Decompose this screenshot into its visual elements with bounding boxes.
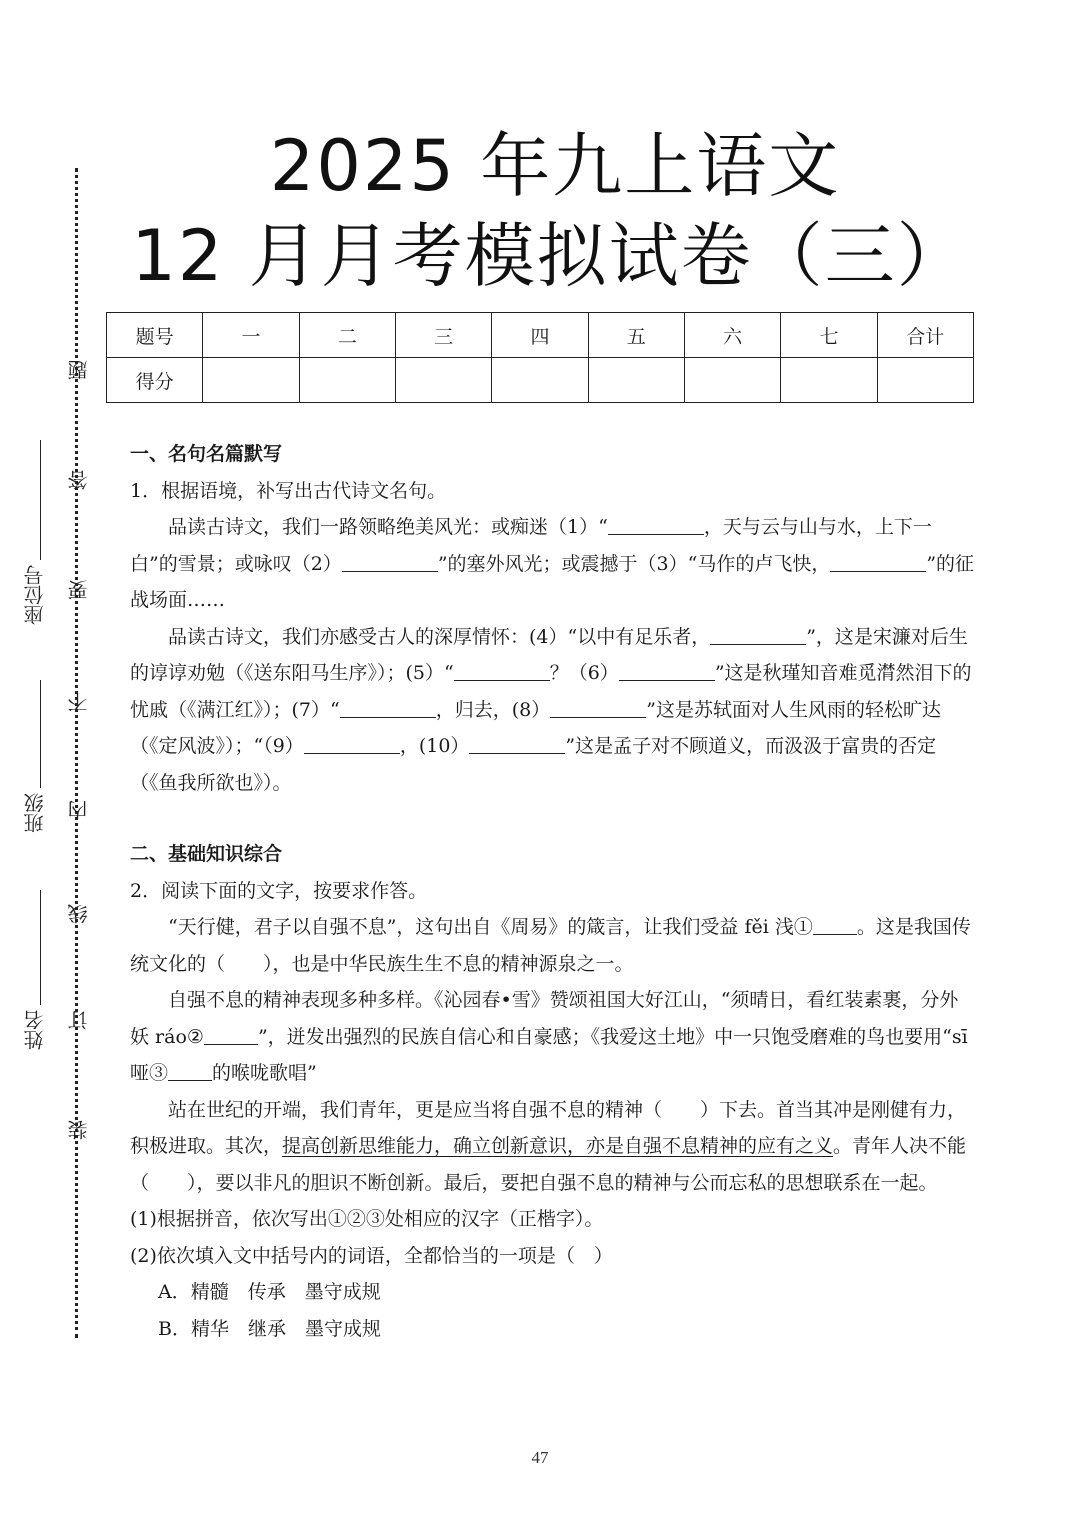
- table-cell: 七: [781, 313, 877, 358]
- sub-question-2: (2)依次填入文中括号内的词语，全都恰当的一项是（ ）: [130, 1244, 613, 1267]
- answer-blank-4[interactable]: [710, 622, 806, 645]
- text-run: 的喉咙歌唱”: [212, 1062, 317, 1084]
- answer-blank-6[interactable]: [619, 658, 715, 681]
- score-cell[interactable]: [781, 358, 877, 403]
- name-field-label: 姓名: [23, 1010, 47, 1050]
- text-run: 。青年人决不能（ ），要以非凡的胆识不断创新。最后，要把自强不息的精神与公而忘私的思想联系在一起。: [130, 1135, 967, 1194]
- score-cell[interactable]: [877, 358, 973, 403]
- table-cell: 四: [492, 313, 588, 358]
- score-table-score-row: [107, 358, 974, 403]
- name-field-line: [40, 890, 41, 1005]
- option-a[interactable]: A．精髓 传承 墨守成规: [158, 1281, 381, 1303]
- table-cell: 一: [203, 313, 299, 358]
- class-field-line: [40, 680, 41, 788]
- section-1: [130, 436, 976, 801]
- text-run: ，归去，(8）: [435, 698, 551, 721]
- table-cell: 六: [684, 313, 780, 358]
- binding-char: 装: [67, 1120, 91, 1140]
- binding-char: 线: [67, 904, 91, 924]
- pinyin-blank-2[interactable]: [204, 1022, 258, 1045]
- binding-dotted-line: [75, 168, 78, 1338]
- text-run: ，(10）: [399, 735, 470, 757]
- binding-char: 要: [67, 580, 91, 600]
- question-2-prompt: 2．阅读下面的文字，按要求作答。: [130, 879, 428, 902]
- text-run: 。这是我国传统文化的（ ），也是中华民族生生不息的精神源泉之一。: [130, 916, 971, 975]
- score-table-header-row: [107, 313, 974, 358]
- binding-char: 不: [67, 692, 91, 712]
- text-run: 品读古诗文，我们一路领略绝美风光：或痴迷（1）“: [168, 516, 608, 538]
- question-2-paragraph-1: [130, 909, 976, 982]
- text-run: 站在世纪的开端，我们青年，更是应当将自强不息的精神（ ）下去。首当其冲是刚健有力，积极进取。其次，: [130, 1098, 967, 1157]
- sub-question-1: (1)根据拼音，依次写出①②③处相应的汉字（正楷字）。: [130, 1208, 604, 1230]
- answer-blank-10[interactable]: [469, 731, 565, 754]
- pinyin-blank-3[interactable]: [168, 1058, 212, 1081]
- exam-title-line2: 12 月月考模拟试卷（三）: [131, 215, 969, 297]
- section-1-heading: 一、名句名篇默写: [130, 443, 283, 465]
- seat-field-label: 座位号: [23, 565, 47, 625]
- text-run: 品读古诗文，我们亦感受古人的深厚情怀：(4）“以中有足乐者，: [168, 625, 711, 648]
- page-number: 47: [531, 1448, 549, 1467]
- binding-char: 订: [67, 1010, 91, 1030]
- underlined-sentence: 提高创新思维能力，确立创新意识，亦是自强不息精神的应有之义: [282, 1135, 834, 1157]
- question-2-paragraph-3: [130, 1092, 976, 1202]
- binding-char: 内: [67, 800, 91, 820]
- option-b[interactable]: B．精华 继承 墨守成规: [158, 1317, 381, 1340]
- text-run: ，天与云与山与水，上下一白”的雪景；或咏叹（2）: [130, 516, 932, 575]
- text-run: ”，迸发出强烈的民族自信心和自豪感；《我爱这土地》中一只饱受磨难的鸟也要用“sī哑③: [130, 1025, 968, 1084]
- binding-char: 题: [67, 360, 91, 380]
- score-cell[interactable]: [684, 358, 780, 403]
- score-cell[interactable]: [203, 358, 299, 403]
- table-cell: 合计: [877, 313, 973, 358]
- answer-blank-5[interactable]: [454, 658, 550, 681]
- question-1-prompt: 1．根据语境，补写出古代诗文名句。: [130, 479, 447, 502]
- section-2: [130, 836, 976, 1347]
- table-cell: 得分: [107, 358, 203, 403]
- score-cell[interactable]: [492, 358, 588, 403]
- pinyin-blank-1[interactable]: [813, 912, 857, 935]
- score-cell[interactable]: [299, 358, 395, 403]
- text-run: 自强不息的精神表现多种多样。《沁园春•雪》赞颂祖国大好江山，“须晴日，看红装素裹，分外妖 ráo②: [130, 989, 959, 1048]
- text-run: ”这是苏轼面对人生风雨的轻松旷达（《定风波》）；“（9）: [130, 698, 941, 757]
- text-run: ”这是秋瑾知音难觅潸然泪下的忧戚（《满江红》）；(7）“: [130, 662, 972, 721]
- text-run: ”的征战场面……: [130, 552, 975, 611]
- question-2-paragraph-2: [130, 982, 976, 1092]
- text-run: ”这是孟子对不顾道义，而汲汲于富贵的否定（《鱼我所欲也》）。: [130, 735, 937, 794]
- table-cell: 五: [588, 313, 684, 358]
- section-2-heading: 二、基础知识综合: [130, 843, 283, 865]
- answer-blank-9[interactable]: [304, 731, 400, 754]
- text-run: ？（6）: [549, 662, 619, 684]
- table-cell: 三: [395, 313, 491, 358]
- text-run: ”的塞外风光；或震撼于（3）“马作的卢飞快，: [437, 552, 831, 575]
- answer-blank-2[interactable]: [342, 549, 438, 572]
- score-table: [106, 312, 974, 403]
- answer-blank-1[interactable]: [608, 512, 704, 535]
- seat-field-line: [40, 440, 41, 560]
- answer-blank-7[interactable]: [340, 695, 436, 718]
- question-1-paragraph-1: [130, 509, 976, 619]
- text-run: “天行健，君子以自强不息”，这句出自《周易》的箴言，让我们受益 fěi 浅①: [168, 916, 813, 938]
- answer-blank-3[interactable]: [830, 549, 926, 572]
- class-field-label: 班级: [23, 793, 47, 833]
- answer-blank-8[interactable]: [550, 695, 646, 718]
- binding-char: 答: [67, 470, 91, 490]
- score-cell[interactable]: [588, 358, 684, 403]
- score-cell[interactable]: [395, 358, 491, 403]
- table-cell: 题号: [107, 313, 203, 358]
- exam-title-line1: 2025 年九上语文: [269, 125, 841, 207]
- question-1-paragraph-2: [130, 619, 976, 802]
- table-cell: 二: [299, 313, 395, 358]
- text-run: ”，这是宋濂对后生的谆谆劝勉（《送东阳马生序》）；(5）“: [130, 625, 968, 684]
